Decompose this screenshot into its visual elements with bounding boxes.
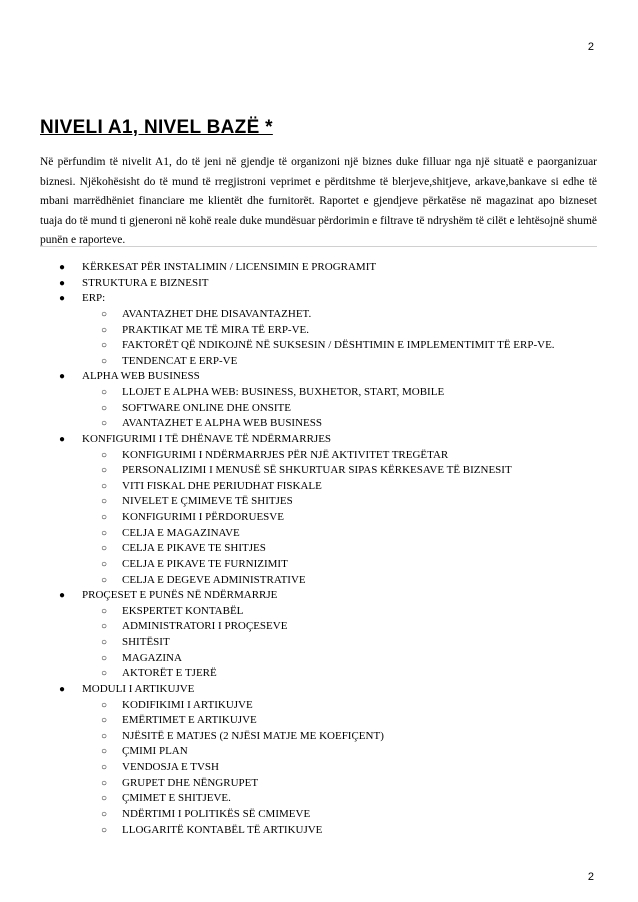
circle-bullet-icon: ○ [101,762,108,773]
bullet-icon: ● [59,683,66,695]
outline-subitem-label: NJËSITË E MATJES (2 NJËSI MATJE ME KOEFIÇENT) [122,729,384,742]
outline-subitem [0,604,638,620]
outline-item [0,276,638,292]
outline-subitem [0,760,638,776]
bullet-icon: ● [59,293,66,305]
outline-item-label: ALPHA WEB BUSINESS [82,370,200,383]
outline-subitem [0,354,638,370]
outline-item [0,260,638,276]
circle-bullet-icon: ○ [101,652,108,664]
outline-subitem [0,619,638,635]
outline-subitem-label: NDËRTIMI I POLITIKËS SË CMIMEVE [122,807,311,820]
circle-bullet-icon: ○ [101,324,108,336]
outline-sublist [0,698,638,839]
outline-subitem [0,651,638,667]
bullet-icon: ● [59,277,66,289]
outline-subitem [0,338,638,354]
outline-subitem [0,541,638,557]
course-outline-list [0,260,638,838]
bullet-icon: ● [59,433,66,445]
circle-bullet-icon: ○ [101,418,108,430]
page-number-top: 2 [587,41,594,53]
outline-subitem-label: FAKTORËT QË NDIKOJNË NË SUKSESIN / DËSHTIMIN E IMPLEMENTIMIT TË ERP-VE. [122,339,555,352]
outline-subitem [0,807,638,823]
outline-item [0,291,638,369]
circle-bullet-icon: ○ [101,512,108,523]
outline-item [0,369,638,432]
outline-subitem [0,479,638,495]
outline-subitem [0,385,638,401]
outline-subitem [0,416,638,432]
outline-subitem [0,448,638,464]
circle-bullet-icon: ○ [101,465,108,477]
outline-subitem [0,401,638,417]
outline-sublist [0,604,638,682]
circle-bullet-icon: ○ [101,746,108,758]
outline-subitem-label: ADMINISTRATORI I PROÇESEVE [122,620,288,633]
outline-subitem [0,713,638,729]
circle-bullet-icon: ○ [101,402,108,414]
circle-bullet-icon: ○ [101,730,108,742]
outline-item [0,432,638,588]
outline-subitem-label: AVANTAZHET DHE DISAVANTAZHET. [122,307,312,320]
circle-bullet-icon: ○ [101,637,108,648]
circle-bullet-icon: ○ [101,793,108,805]
outline-subitem [0,307,638,323]
outline-subitem [0,666,638,682]
circle-bullet-icon: ○ [101,355,108,367]
outline-subitem-label: AKTORËT E TJERË [122,667,217,680]
outline-subitem-label: MAGAZINA [122,651,182,664]
outline-subitem-label: TENDENCAT E ERP-VE [122,354,238,367]
circle-bullet-icon: ○ [101,668,108,680]
outline-subitem-label: ÇMIMET E SHITJEVE. [122,792,231,805]
outline-sublist [0,307,638,370]
circle-bullet-icon: ○ [101,574,108,586]
outline-sublist [0,385,638,432]
circle-bullet-icon: ○ [101,605,108,617]
circle-bullet-icon: ○ [101,340,108,352]
outline-subitem-label: PRAKTIKAT ME TË MIRA TË ERP-VE. [122,323,310,336]
outline-subitem [0,323,638,339]
circle-bullet-icon: ○ [101,621,108,633]
bullet-icon: ● [59,262,66,273]
outline-item-label: PROÇESET E PUNËS NË NDËRMARRJE [82,589,278,602]
outline-sublist [0,448,638,589]
page-title: NIVELI A1, NIVEL BAZË * [40,117,273,138]
outline-subitem [0,510,638,526]
bullet-icon: ● [59,590,66,602]
outline-subitem-label: NIVELET E ÇMIMEVE TË SHITJES [122,495,293,508]
outline-subitem [0,573,638,589]
outline-subitem-label: EMËRTIMET E ARTIKUJVE [122,714,257,727]
outline-subitem [0,557,638,573]
outline-subitem-label: VITI FISKAL DHE PERIUDHAT FISKALE [122,479,322,492]
circle-bullet-icon: ○ [101,808,108,820]
outline-subitem-label: KONFIGURIMI I PËRDORUESVE [122,511,284,523]
outline-subitem [0,729,638,745]
circle-bullet-icon: ○ [101,308,108,320]
outline-subitem-label: KONFIGURIMI I NDËRMARRJES PËR NJË AKTIVITET TREGËTAR [122,448,449,461]
outline-subitem-label: CELJA E DEGEVE ADMINISTRATIVE [122,573,306,586]
bullet-icon: ● [59,371,66,383]
outline-subitem-label: GRUPET DHE NËNGRUPET [122,776,259,789]
outline-item-label: ERP: [82,292,106,305]
outline-subitem-label: CELJA E MAGAZINAVE [122,526,240,539]
outline-subitem-label: SHITËSIT [122,636,170,648]
outline-subitem [0,635,638,651]
circle-bullet-icon: ○ [101,480,108,492]
outline-item-label: STRUKTURA E BIZNESIT [82,276,209,289]
circle-bullet-icon: ○ [101,715,108,727]
outline-subitem [0,698,638,714]
outline-subitem [0,526,638,542]
circle-bullet-icon: ○ [101,387,108,398]
outline-subitem-label: EKSPERTET KONTABËL [122,604,244,617]
outline-subitem [0,823,638,839]
outline-item [0,682,638,838]
outline-subitem-label: ÇMIMI PLAN [122,745,188,758]
circle-bullet-icon: ○ [101,558,108,570]
outline-subitem [0,744,638,760]
outline-subitem-label: VENDOSJA E TVSH [122,761,219,773]
outline-item-label: KËRKESAT PËR INSTALIMIN / LICENSIMIN E PROGRAMIT [82,261,377,273]
outline-subitem [0,494,638,510]
outline-subitem-label: AVANTAZHET E ALPHA WEB BUSINESS [122,417,322,430]
outline-subitem-label: LLOGARITË KONTABËL TË ARTIKUJVE [122,823,323,836]
outline-subitem-label: CELJA E PIKAVE TE SHITJES [122,542,266,555]
circle-bullet-icon: ○ [101,699,108,711]
outline-subitem-label: KODIFIKIMI I ARTIKUJVE [122,698,253,711]
circle-bullet-icon: ○ [101,527,108,539]
outline-subitem-label: LLOJET E ALPHA WEB: BUSINESS, BUXHETOR, START, MOBILE [122,386,445,398]
outline-item-label: MODULI I ARTIKUJVE [82,682,195,695]
outline-subitem-label: SOFTWARE ONLINE DHE ONSITE [122,401,291,414]
circle-bullet-icon: ○ [101,543,108,555]
circle-bullet-icon: ○ [101,449,108,461]
horizontal-divider [40,246,597,247]
intro-paragraph: Në përfundim të nivelit A1, do të jeni në gjendje të organizoni një biznes duke filluar nga një situatë e paorganizuar biznesi. Njëkohësisht do të mund të rregjistroni veprimet e përditshme të blerjeve,shitjeve, arkave,bankave si edhe të mbani marrëdhëniet financiare me klientët dhe furnitorët. Raportet e gjendjeve përkatëse në magazinat apo bizneset tuaja do të mund ti gjeneroni në kohë reale duke mundësuar përdorimin e filtrave të ndryshëm të cilët e lehtësojnë shumë punën e raporteve. [40,156,597,247]
outline-item [0,588,638,682]
outline-subitem-label: PERSONALIZIMI I MENUSË SË SHKURTUAR SIPAS KËRKESAVE TË BIZNESIT [122,464,512,477]
circle-bullet-icon: ○ [101,824,108,836]
page-number-bottom: 2 [587,871,594,883]
outline-subitem [0,776,638,792]
circle-bullet-icon: ○ [101,496,108,508]
circle-bullet-icon: ○ [101,777,108,789]
outline-subitem-label: CELJA E PIKAVE TE FURNIZIMIT [122,557,288,570]
outline-item-label: KONFIGURIMI I TË DHËNAVE TË NDËRMARRJES [82,432,332,445]
outline-subitem [0,791,638,807]
outline-subitem [0,463,638,479]
